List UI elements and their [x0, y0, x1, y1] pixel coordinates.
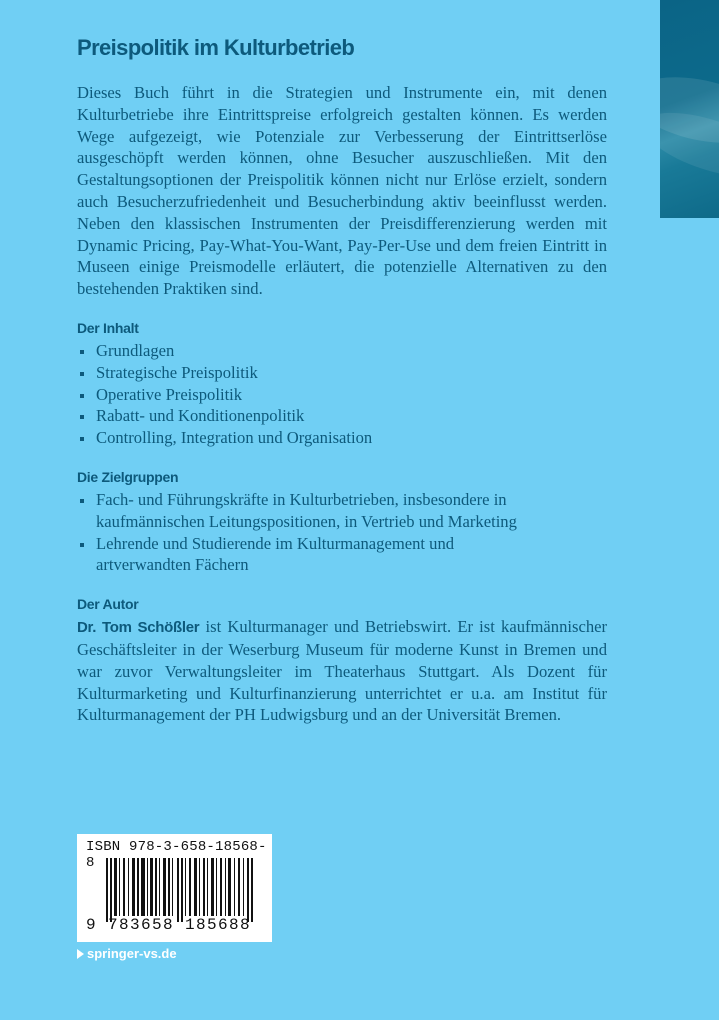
- bullet-icon: [80, 350, 84, 354]
- back-cover-content: [77, 34, 607, 726]
- bullet-icon: [80, 372, 84, 376]
- publisher-link[interactable]: [77, 946, 177, 961]
- contents-list: [77, 340, 607, 449]
- audience-item: Fach- und Führungskräfte in Kulturbetrieben, insbesondere in kaufmännischen Leitungspositionen, in Vertrieb und Marketing: [77, 489, 596, 533]
- audience-item: Lehrende und Studierende im Kulturmanagement und artverwandten Fächern: [77, 533, 536, 577]
- contents-item: Operative Preispolitik: [77, 384, 607, 406]
- contents-item: Controlling, Integration und Organisation: [77, 427, 607, 449]
- bullet-icon: [80, 415, 84, 419]
- author-heading: Der Autor: [77, 596, 139, 613]
- bullet-icon: [80, 437, 84, 441]
- bullet-icon: [80, 543, 84, 547]
- contents-item: Grundlagen: [77, 340, 607, 362]
- barcode-digits: 9 783658 185688: [86, 916, 252, 934]
- audience-heading: Die Zielgruppen: [77, 468, 179, 485]
- triangle-right-icon: [77, 949, 84, 959]
- bullet-icon: [80, 499, 84, 503]
- author-bio: Dr. Tom Schößler ist Kulturmanager und Betriebswirt. Er ist kaufmännischer Geschäftsleiter in der Weserburg Museum für moderne Kunst in Bremen und war zuvor Verwaltungsleiter im Theaterhaus Stuttgart. Als Dozent für Kulturmarketing und Kulturfinanzierung unterrichtet er u.a. am Institut für Kulturmanagement der PH Ludwigsburg und an der Universität Bremen.: [77, 617, 608, 725]
- publisher-link-label: springer-vs.de: [87, 946, 177, 961]
- bullet-icon: [80, 394, 84, 398]
- cover-decorative-panel: [660, 0, 719, 218]
- contents-item: Strategische Preispolitik: [77, 362, 607, 384]
- contents-heading: Der Inhalt: [77, 319, 139, 336]
- isbn-barcode: [77, 834, 272, 942]
- book-title: Preispolitik im Kulturbetrieb: [77, 35, 355, 60]
- contents-item: Rabatt- und Konditionenpolitik: [77, 405, 607, 427]
- barcode-bars-icon: [106, 858, 261, 922]
- author-name: Dr. Tom Schößler: [77, 619, 200, 637]
- isbn-label: ISBN 978-3-658-18568-8: [86, 839, 267, 871]
- book-description: Dieses Buch führt in die Strategien und Instrumente ein, mit denen Kulturbetriebe ihre Eintrittspreise erfolgreich gestalten können. Es werden Wege aufgezeigt, wie Potenziale zur Verbesserung der Eintrittserlöse ausgeschöpft werden können, ohne Besucher auszuschließen. Mit den Gestaltungsoptionen der Preispolitik können nicht nur Erlöse erzielt, sondern auch Besucherzufriedenheit und Besucherbindung aktiv beeinflusst werden. Neben den klassischen Instrumenten der Preisdifferenzierung werden mit Dynamic Pricing, Pay-What-You-Want, Pay-Per-Use und dem freien Eintritt in Museen einige Preismodelle erläutert, die potenzielle Alternativen zu den bestehenden Praktiken sind.: [77, 83, 607, 299]
- audience-list: [77, 489, 607, 576]
